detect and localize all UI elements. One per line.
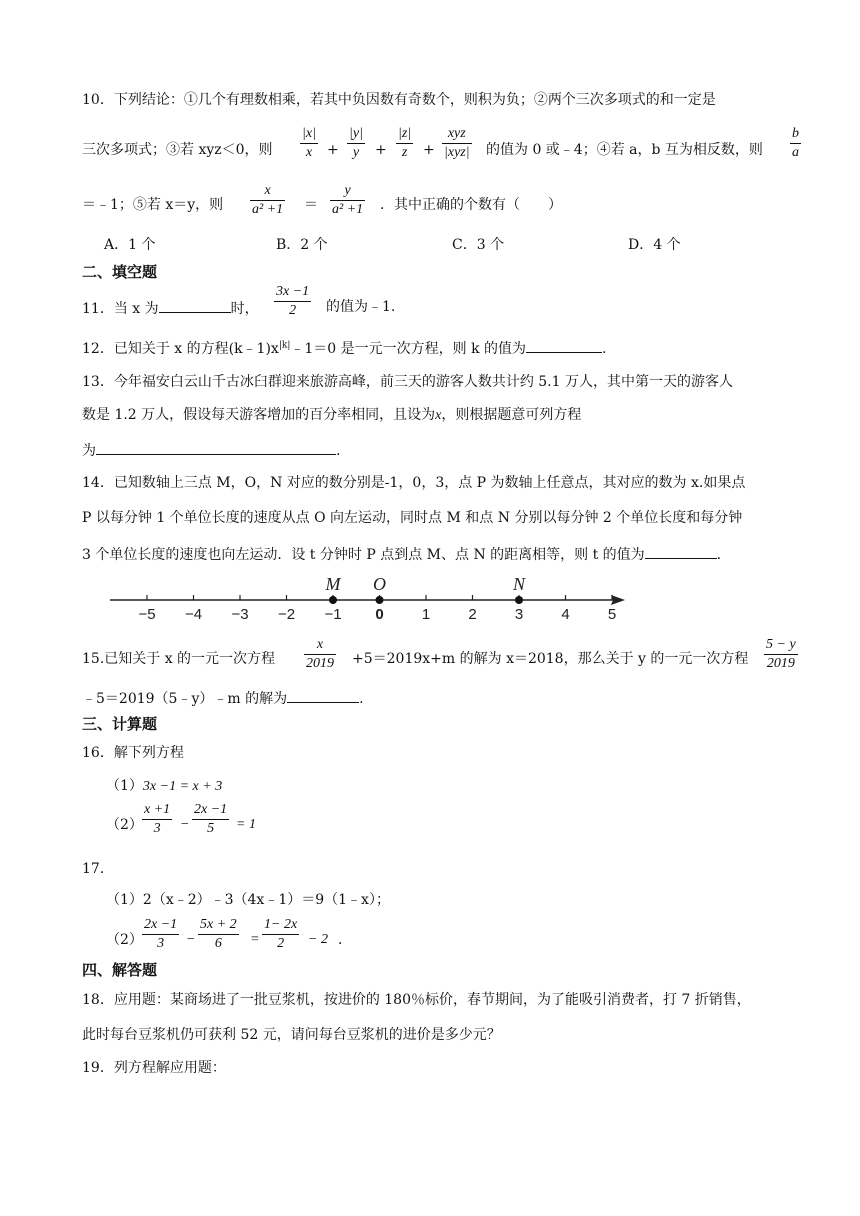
- frac-den: |xyz|: [444, 145, 470, 160]
- q13-line2: [82, 408, 581, 423]
- q10-line2-mid: 的值为 0 或﹣4；④若 a，b 互为相反数，则: [486, 142, 763, 158]
- q13-line3-text: 为: [82, 443, 96, 459]
- q12-exponent: |k|: [278, 340, 291, 351]
- q18-line2: 此时每台豆浆机仍可获利 52 元，请问每台豆浆机的进价是多少元？: [82, 1027, 501, 1043]
- answer-blank[interactable]: [645, 546, 717, 559]
- part-label: （1）: [106, 778, 143, 794]
- frac-num: 2x −1: [144, 917, 178, 932]
- b-over-a: [790, 125, 801, 162]
- option-d: D．4 个: [628, 237, 681, 253]
- frac-num: 2x −1: [194, 802, 228, 817]
- q15-fraction-2: [764, 636, 798, 673]
- q13-line1: 13．今年福安白云山千古冰臼群迎来旅游高峰，前三天的游客人数共计约 5.1 万人，其中第一天的游客人: [82, 374, 733, 390]
- q17-frac-b: [198, 916, 239, 953]
- abs-y-over-y: [347, 125, 365, 162]
- point-o-label: O: [373, 574, 386, 594]
- section-heading-calculation: 三、计算题: [82, 715, 158, 733]
- q16-part1: [106, 779, 222, 794]
- frac-num: 3x −1: [276, 284, 310, 299]
- tick-label: 2: [468, 606, 477, 623]
- frac-num: xyz: [447, 126, 466, 141]
- q14-end: .: [716, 547, 722, 563]
- q10-line2-pre: 三次多项式；③若 xyz＜0，则: [82, 142, 273, 158]
- q15-line2: [82, 690, 364, 706]
- q10-line1: 10．下列结论：①几个有理数相乘，若其中负因数有奇数个，则积为负；②两个三次多项式的和一定是: [82, 92, 716, 108]
- q12-text: [82, 340, 606, 356]
- q15-end: .: [359, 691, 364, 707]
- q17-part2-label: （2）: [106, 932, 143, 948]
- q12-post: ﹣1＝0 是一元一次方程，则 k 的值为: [290, 341, 527, 357]
- q12-pre: 12．已知关于 x 的方程(k﹣1)x: [82, 341, 279, 357]
- answer-blank[interactable]: [159, 300, 231, 313]
- q16-frac-a: [142, 801, 172, 838]
- section-heading-solution: 四、解答题: [82, 961, 158, 979]
- equals-sign: =: [250, 932, 260, 947]
- y-over-a2-plus-1: [330, 182, 365, 219]
- frac-den: x: [305, 145, 313, 160]
- x-over-a2-plus-1: [250, 182, 285, 219]
- q14-line3-text: 3 个单位长度的速度也向左运动．设 t 分钟时 P 点到点 M、点 N 的距离相等，则 t 的值为: [82, 547, 645, 563]
- plus-sign: +: [423, 142, 435, 158]
- tick-label: 4: [561, 606, 570, 623]
- point-n-dot: [515, 596, 523, 604]
- q10-line3-post: ．其中正确的个数有（ ）: [380, 197, 562, 213]
- q11-pre: 11．当 x 为: [82, 301, 159, 317]
- frac-num: b: [792, 126, 799, 141]
- frac-num: |y|: [349, 126, 363, 141]
- frac-num: y: [344, 183, 351, 198]
- q16-title: 16．解下列方程: [82, 745, 184, 761]
- point-m-dot: [329, 596, 337, 604]
- frac-den: 3: [153, 821, 161, 836]
- frac-num: x +1: [144, 802, 171, 817]
- point-o-dot: [376, 596, 384, 604]
- q15-fraction-1: [304, 636, 336, 673]
- frac-num: 5 − y: [766, 637, 796, 652]
- tick-label: −4: [184, 606, 203, 623]
- answer-blank[interactable]: [287, 690, 359, 703]
- q19-title: 19．列方程解应用题：: [82, 1060, 226, 1076]
- frac-den: 2: [289, 303, 297, 318]
- q10-line3-pre: ＝﹣1；⑤若 x＝y，则: [82, 197, 224, 213]
- q13-line2-post: ，则根据题意可列方程: [441, 407, 582, 423]
- frac-den: 2: [277, 936, 285, 951]
- q17-title: 17．: [82, 861, 114, 877]
- plus-sign: +: [327, 142, 339, 158]
- q17-frac-c: [262, 916, 299, 953]
- frac-den: y: [352, 145, 360, 160]
- equals-sign: ＝: [304, 197, 318, 213]
- answer-blank[interactable]: [96, 442, 336, 455]
- q11-text: [82, 300, 259, 316]
- tick-label: −3: [231, 606, 249, 623]
- q11-mid: 时，: [230, 301, 259, 317]
- q15-line2-text: ﹣5＝2019（5﹣y）﹣m 的解为: [82, 691, 288, 707]
- q14-line1: 14．已知数轴上三点 M，O，N 对应的数分别是-1，0，3，点 P 为数轴上任意点，其对应的数为 x.如果点: [82, 475, 746, 491]
- q16-part2-label: （2）: [106, 817, 143, 833]
- q14-line2: P 以每分钟 1 个单位长度的速度从点 O 向左运动，同时点 M 和点 N 分别以每分钟 2 个单位长度和每分钟: [82, 510, 743, 526]
- option-a: A．1 个: [104, 237, 156, 253]
- point-m-label: M: [325, 574, 341, 594]
- tick-label: 1: [421, 606, 431, 623]
- frac-num: |z|: [398, 126, 412, 141]
- axis-arrow-icon: [611, 595, 625, 605]
- abs-x-over-x: [300, 125, 318, 162]
- q15-pre: 15.已知关于 x 的一元一次方程: [82, 651, 276, 667]
- q11-fraction: [274, 283, 311, 320]
- option-b: B．2 个: [276, 237, 328, 253]
- q17-end: ．: [338, 932, 352, 948]
- plus-sign: +: [375, 142, 387, 158]
- frac-num: x: [264, 183, 271, 198]
- frac-den: 6: [214, 936, 222, 951]
- q18-line1: 18．应用题：某商场进了一批豆浆机，按进价的 180％标价，春节期间，为了能吸引消费者，打 7 折销售，: [82, 992, 751, 1008]
- frac-den: 2019: [766, 656, 795, 671]
- q16-eq1: 3x −1 = x + 3: [142, 779, 223, 794]
- frac-den: 2019: [306, 656, 334, 671]
- q13-line3: [82, 442, 340, 458]
- tick-label: 0: [375, 606, 384, 623]
- section-heading-fill-in: 二、填空题: [82, 263, 158, 281]
- tick-label: 3: [514, 606, 524, 623]
- q17-frac-a: [142, 916, 179, 953]
- q13-variable: x: [435, 408, 442, 423]
- tick-label: −2: [277, 606, 296, 623]
- q13-end: .: [336, 443, 341, 459]
- q13-line2-text: 数是 1.2 万人，假设每天游客增加的百分率相同，且设为: [82, 407, 436, 423]
- q12-end: .: [602, 341, 607, 357]
- q17-tail: − 2: [308, 932, 328, 947]
- frac-num: x: [316, 637, 324, 652]
- frac-den: a² +1: [332, 202, 364, 217]
- frac-num: |x|: [302, 126, 316, 141]
- abs-z-over-z: [396, 125, 413, 162]
- q14-line3: [82, 546, 721, 562]
- q11-post: 的值为﹣1.: [326, 299, 396, 315]
- number-line-figure: [100, 570, 630, 630]
- frac-den: 3: [157, 936, 165, 951]
- minus-sign: −: [180, 817, 190, 832]
- point-n-label: N: [512, 574, 526, 594]
- q15-mid: +5＝2019x+m 的解为 x＝2018，那么关于 y 的一元一次方程: [352, 651, 749, 667]
- tick-label: −5: [138, 606, 156, 623]
- q16-frac-b: [192, 801, 229, 838]
- q16-rhs: = 1: [236, 817, 256, 832]
- frac-den: a: [792, 145, 799, 160]
- frac-num: 5x + 2: [200, 917, 237, 932]
- frac-den: a² +1: [252, 202, 284, 217]
- xyz-over-abs-xyz: [442, 125, 472, 162]
- minus-sign: −: [186, 932, 196, 947]
- tick-label: 5: [607, 606, 617, 623]
- frac-num: 1− 2x: [264, 917, 298, 932]
- q17-part1: （1）2（x﹣2）﹣3（4x﹣1）＝9（1﹣x）；: [106, 892, 390, 908]
- answer-blank[interactable]: [526, 340, 602, 353]
- tick-label: −1: [324, 606, 342, 623]
- option-c: C．3 个: [452, 237, 505, 253]
- frac-den: 5: [207, 821, 215, 836]
- frac-den: z: [401, 145, 408, 160]
